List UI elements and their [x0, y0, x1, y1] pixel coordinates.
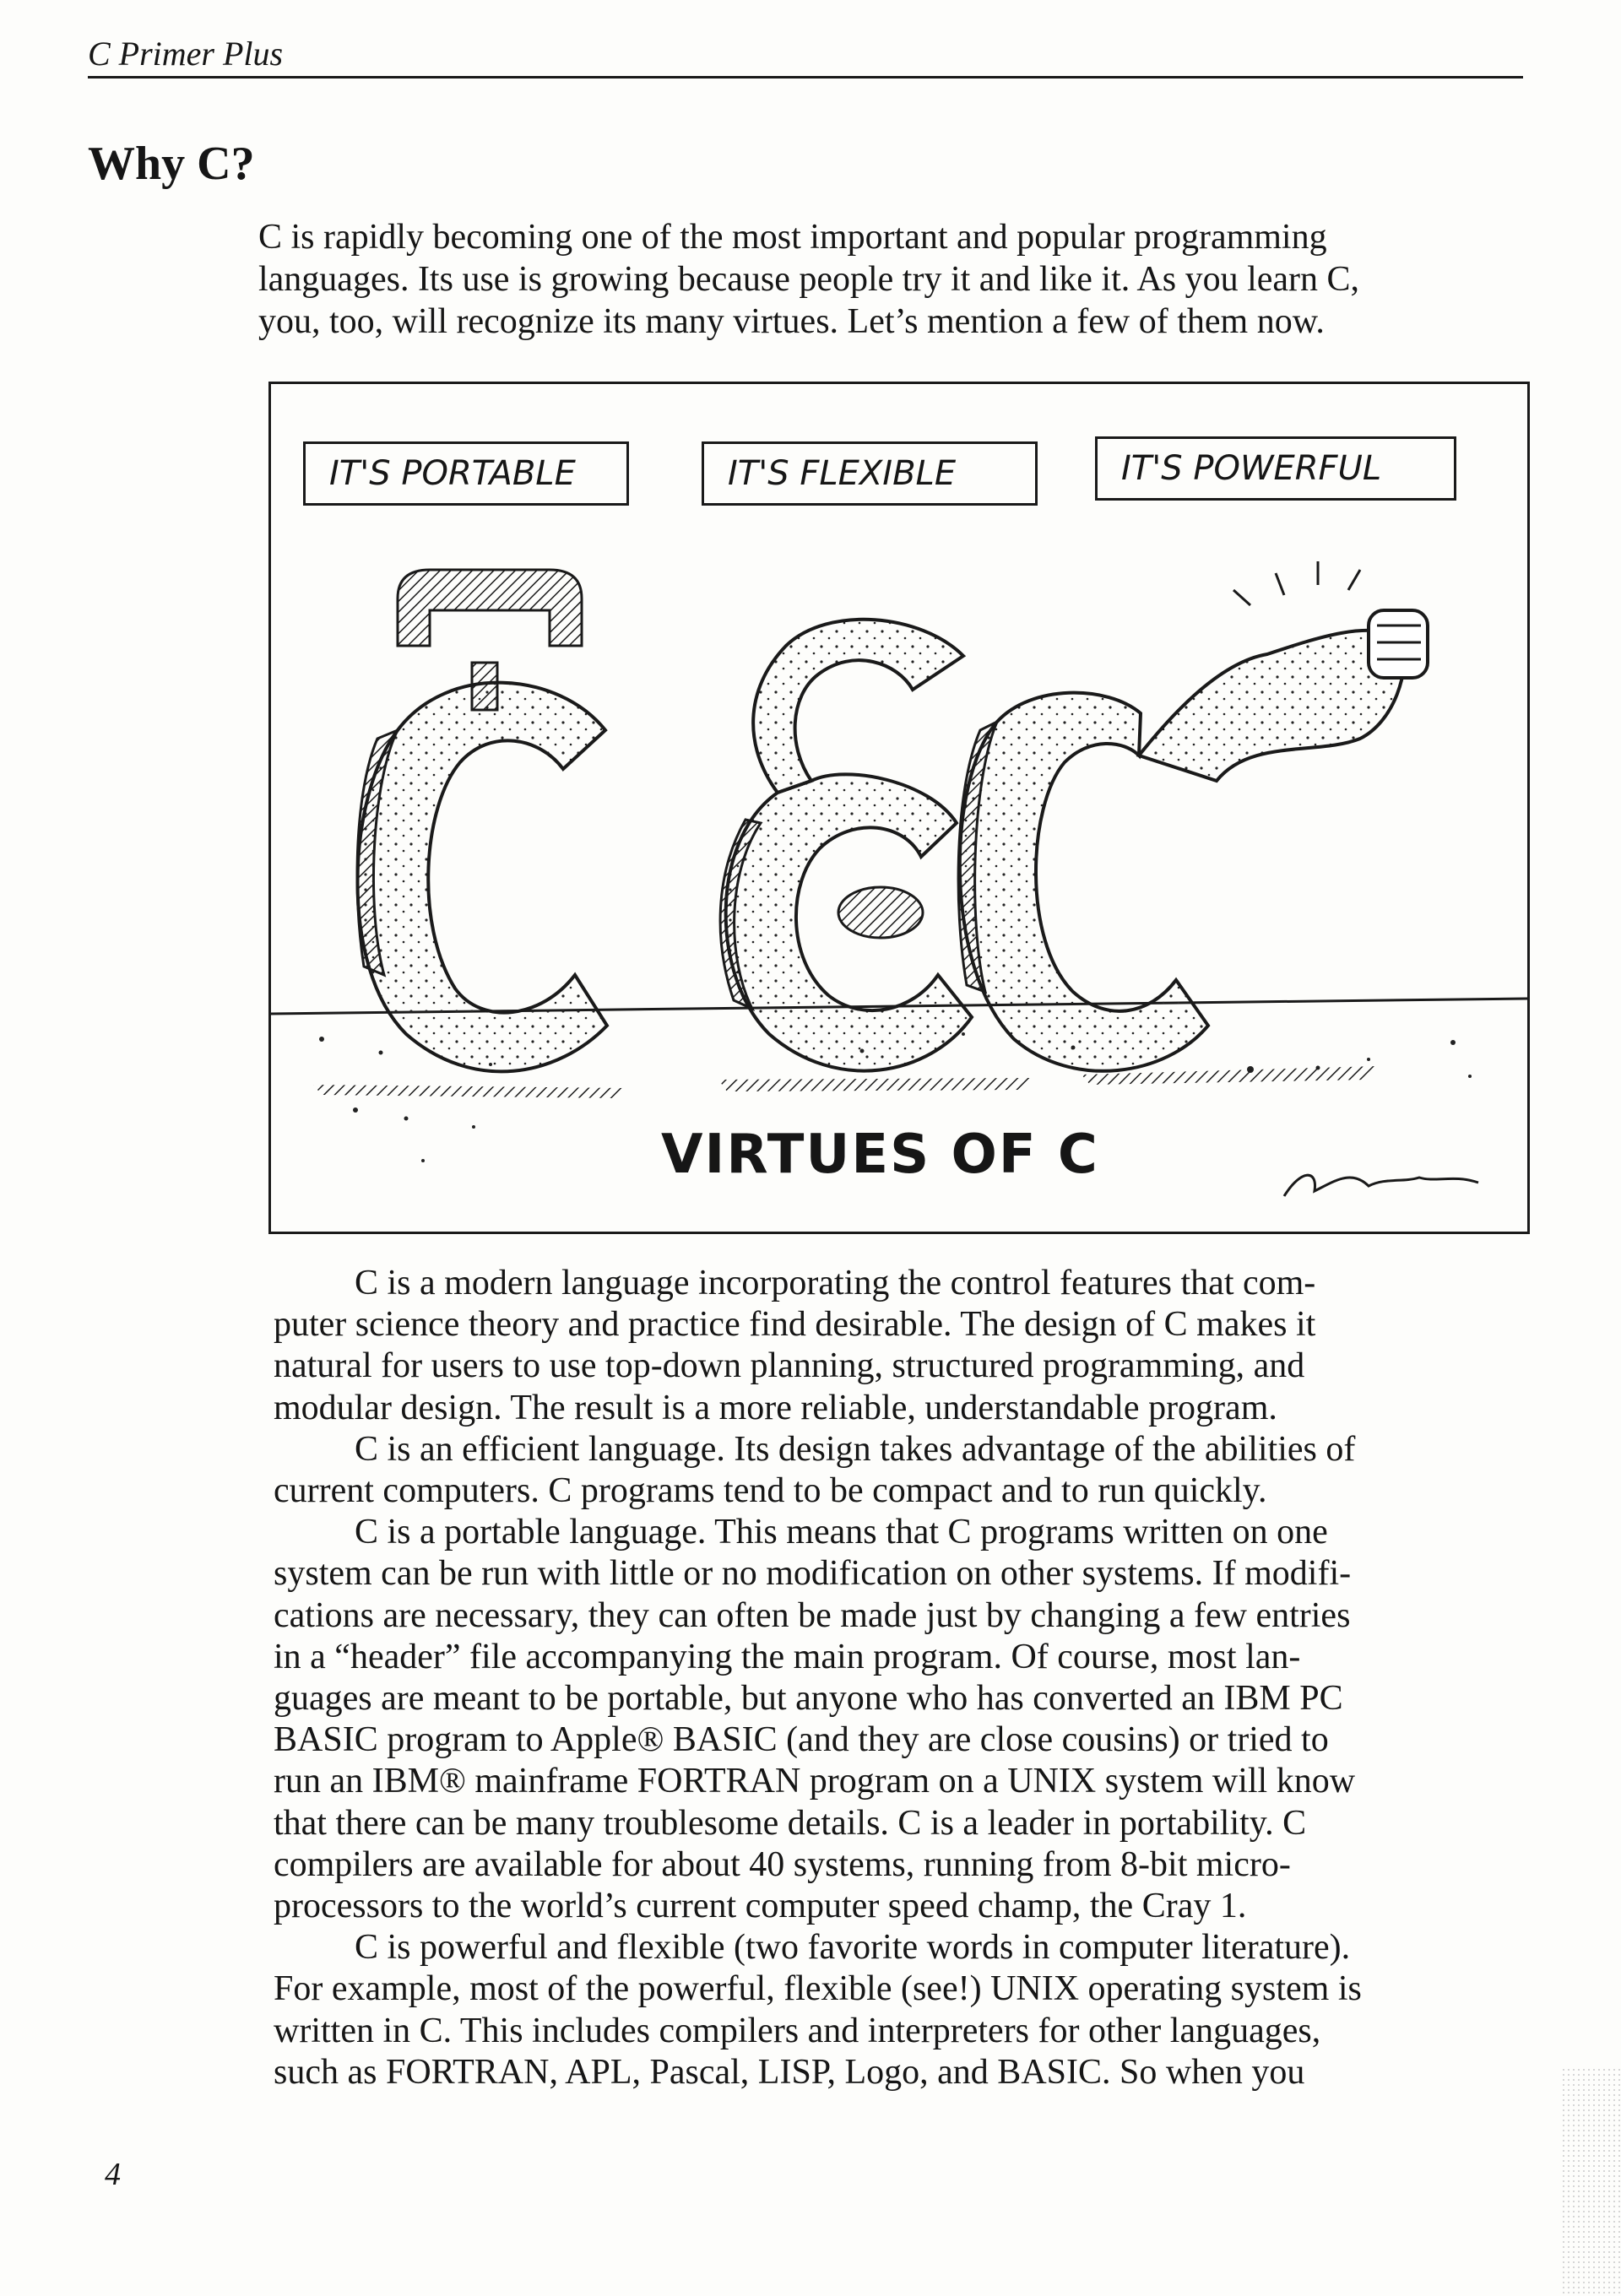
body-line: system can be run with little or no modification on other systems. If modifi- — [274, 1554, 1352, 1594]
body-line: written in C. This includes compilers and interpreters for other languages, — [274, 2011, 1321, 2050]
header-rule — [88, 76, 1523, 79]
intro-line: C is rapidly becoming one of the most important and popular programming — [258, 218, 1327, 257]
body-line: in a “header” file accompanying the main program. Of course, most lan- — [274, 1637, 1301, 1676]
label-portable: IT'S PORTABLE — [303, 441, 629, 506]
label-powerful: IT'S POWERFUL — [1095, 436, 1456, 501]
powerful-c-illustration — [958, 561, 1428, 1071]
body-line: natural for users to use top-down planning, structured programming, and — [274, 1346, 1305, 1386]
body-line: C is an efficient language. Its design takes advantage of the abilities of — [355, 1429, 1356, 1469]
body-line: C is powerful and flexible (two favorite words in computer literature). — [355, 1928, 1351, 1968]
body-line: that there can be many troublesome details. C is a leader in portability. C — [274, 1803, 1307, 1843]
page-number: 4 — [105, 2157, 121, 2192]
body-line: guages are meant to be portable, but anyone who has converted an IBM PC — [274, 1679, 1343, 1719]
artist-signature — [1284, 1175, 1478, 1196]
cartoon-figure — [268, 382, 1530, 1234]
flexible-c-illustration — [720, 620, 972, 1071]
section-title: Why C? — [88, 138, 255, 190]
body-text — [274, 1263, 1535, 2093]
body-line: such as FORTRAN, APL, Pascal, LISP, Logo, and BASIC. So when you — [274, 2052, 1305, 2092]
label-flexible: IT'S FLEXIBLE — [702, 441, 1038, 506]
body-line: BASIC program to Apple® BASIC (and they are close cousins) or tried to — [274, 1720, 1329, 1760]
intro-paragraph — [258, 216, 1526, 343]
body-line: processors to the world’s current computer speed champ, the Cray 1. — [274, 1887, 1247, 1926]
body-line: cations are necessary, they can often be made just by changing a few entries — [274, 1595, 1351, 1635]
body-line: C is a portable language. This means that C programs written on one — [355, 1513, 1328, 1552]
scan-edge-shading — [1562, 2068, 1621, 2296]
cartoon-drawing — [271, 384, 1527, 1232]
body-line: compilers are available for about 40 systems, running from 8-bit micro- — [274, 1844, 1291, 1884]
figure-caption: VIRTUES OF C — [661, 1124, 1099, 1186]
intro-line: languages. Its use is growing because people try it and like it. As you learn C, — [258, 260, 1360, 299]
body-line: For example, most of the powerful, flexible (see!) UNIX operating system is — [274, 1969, 1362, 2009]
intro-line: you, too, will recognize its many virtues. Let’s mention a few of them now. — [258, 302, 1325, 341]
body-line: puter science theory and practice find desirable. The design of C makes it — [274, 1305, 1316, 1345]
body-line: run an IBM® mainframe FORTRAN program on a UNIX system will know — [274, 1762, 1356, 1801]
body-line: C is a modern language incorporating the control features that com- — [355, 1264, 1316, 1302]
body-line: modular design. The result is a more reliable, understandable program. — [274, 1388, 1277, 1427]
running-head: C Primer Plus — [88, 35, 284, 73]
portable-c-illustration — [357, 570, 607, 1071]
body-line: current computers. C programs tend to be compact and to run quickly. — [274, 1471, 1267, 1511]
